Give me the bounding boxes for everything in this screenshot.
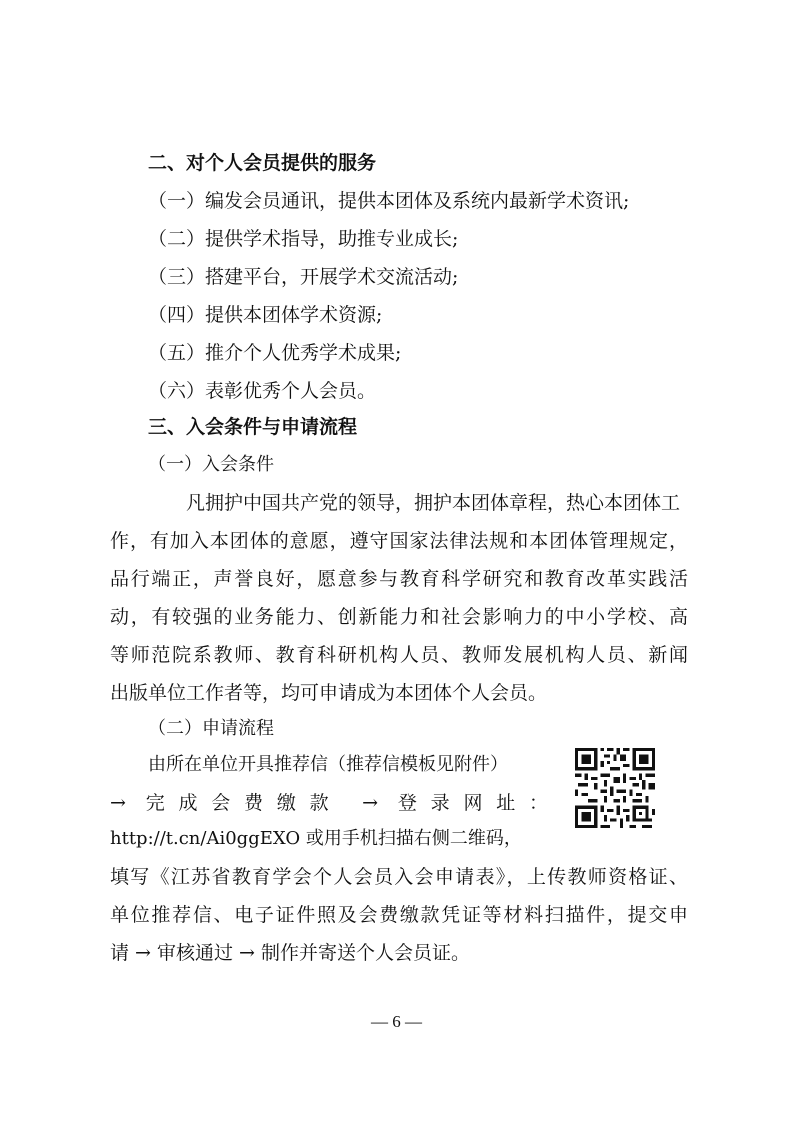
qr-code-icon[interactable] [575,748,655,828]
conditions-line-1: 凡拥护中国共产党的领导，拥护本团体章程，热心本团体工 [186,492,681,514]
application-process-heading: （二）申请流程 [148,718,274,739]
service-item-1: （一）编发会员通讯，提供本团体及系统内最新学术资讯; [148,190,630,212]
service-item-5: （五）推介个人优秀学术成果; [148,342,402,364]
service-item-3: （三）搭建平台，开展学术交流活动; [148,266,459,288]
page-number: — 6 — [371,1012,422,1031]
membership-conditions-heading: （一）入会条件 [148,454,274,475]
conditions-line-6: 出版单位工作者等，均可申请成为本团体个人会员。 [110,682,548,704]
service-item-6: （六）表彰优秀个人会员。 [148,380,377,402]
service-item-2: （二）提供学术指导，助推专业成长; [148,228,459,250]
process-line-5: 单位推荐信、电子证件照及会费缴款凭证等材料扫描件，提交申 [110,904,688,926]
process-line-4: 填写《江苏省教育学会个人会员入会申请表》，上传教师资格证、 [110,866,688,888]
conditions-line-4: 动，有较强的业务能力、创新能力和社会影响力的中小学校、高 [110,606,688,628]
conditions-line-3: 品行端正，声誉良好，愿意参与教育科学研究和教育改革实践活 [110,568,688,590]
section-2-heading: 二、对个人会员提供的服务 [148,152,377,174]
service-item-4: （四）提供本团体学术资源; [148,304,383,326]
process-line-3: http://t.cn/Ai0ggEXO 或用手机扫描右侧二维码， [110,828,522,849]
conditions-line-2: 作，有加入本团体的意愿，遵守国家法律法规和本团体管理规定， [110,530,688,552]
conditions-line-5: 等师范院系教师、教育科研机构人员、教师发展机构人员、新闻 [110,644,688,666]
process-line-1: 由所在单位开具推荐信（推荐信模板见附件） [148,754,508,775]
process-line-6: 请 → 审核通过 → 制作并寄送个人会员证。 [110,942,470,964]
section-3-heading: 三、入会条件与申请流程 [148,416,358,438]
process-line-2: → 完成会费缴款 → 登录网址： [110,792,548,814]
